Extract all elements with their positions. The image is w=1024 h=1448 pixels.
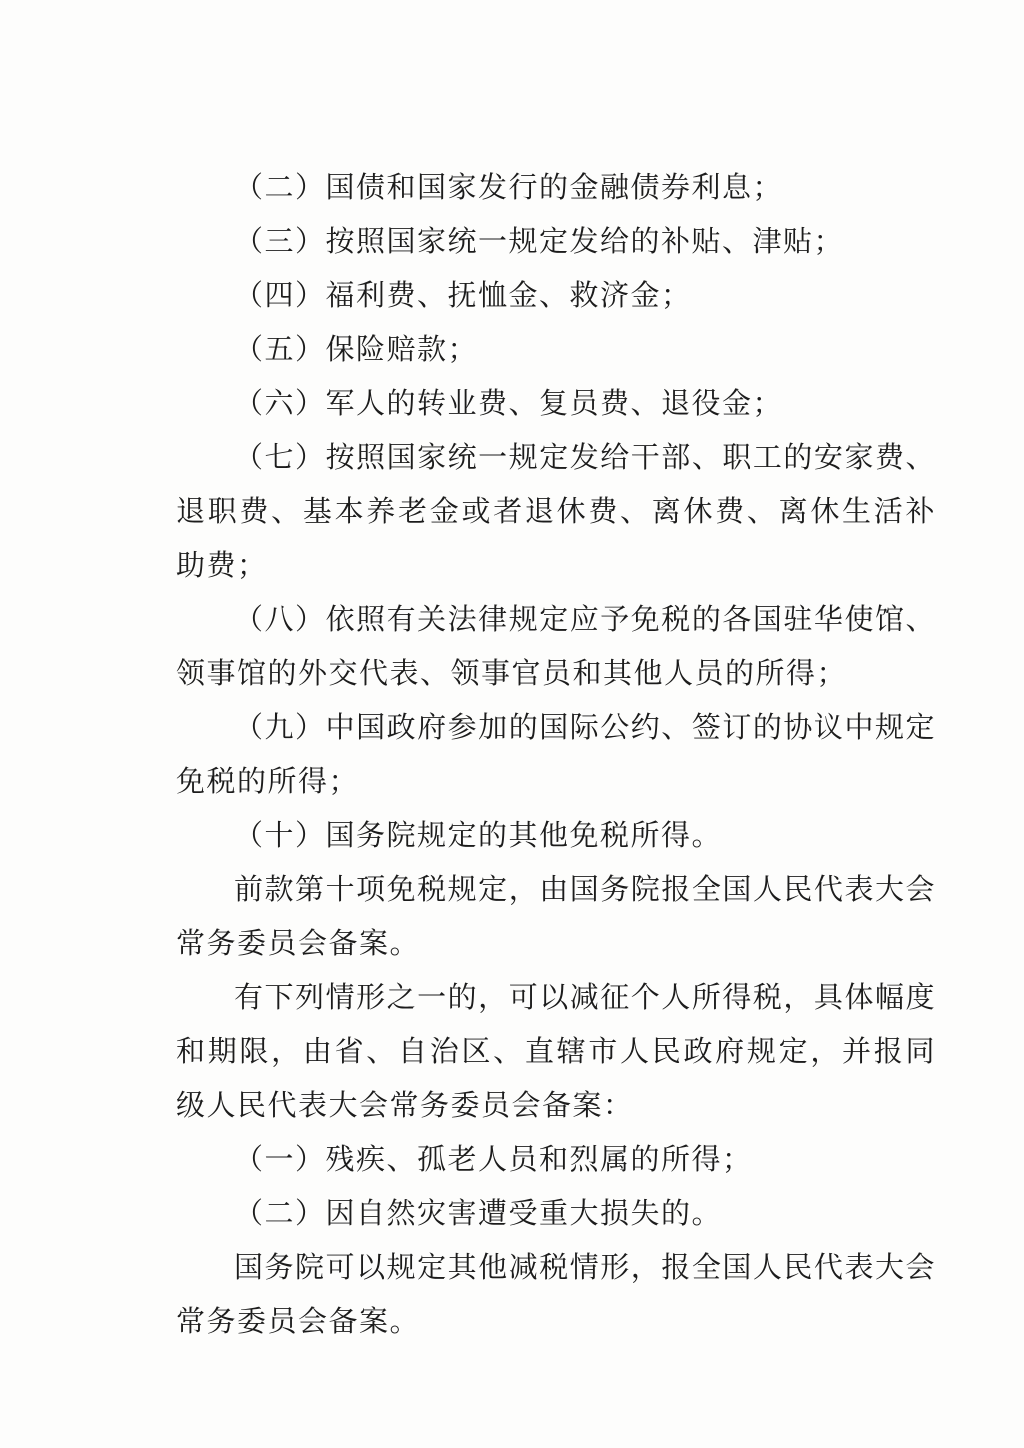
paragraph-tax-reduction-conditions: 有下列情形之一的，可以减征个人所得税，具体幅度和期限，由省、自治区、直辖市人民政府规定，并报同级人民代表大会常务委员会备案：	[176, 980, 936, 1122]
paragraph-item-2-treasury-bond-interest: （二）国债和国家发行的金融债券利息；	[234, 170, 784, 204]
paragraph-item-8-diplomatic-income: （八）依照有关法律规定应予免税的各国驻华使馆、领事馆的外交代表、领事官员和其他人员的所得；	[176, 602, 936, 690]
paragraph-filing-note: 前款第十项免税规定，由国务院报全国人民代表大会常务委员会备案。	[176, 872, 936, 960]
paragraph-state-council-reductions: 国务院可以规定其他减税情形，报全国人民代表大会常务委员会备案。	[176, 1250, 936, 1338]
paragraph-item-9-international-conventions: （九）中国政府参加的国际公约、签订的协议中规定免税的所得；	[176, 710, 936, 798]
paragraph-item-6-military-fees: （六）军人的转业费、复员费、退役金；	[234, 386, 784, 420]
paragraph-reduction-item-1-disabled-elderly: （一）残疾、孤老人员和烈属的所得；	[234, 1142, 753, 1176]
paragraph-item-4-welfare-pension-relief: （四）福利费、抚恤金、救济金；	[234, 278, 692, 312]
paragraph-item-10-other-exemptions: （十）国务院规定的其他免税所得。	[234, 818, 723, 852]
document-body	[176, 160, 936, 1348]
paragraph-item-7-settlement-retirement-fees: （七）按照国家统一规定发给干部、职工的安家费、退职费、基本养老金或者退休费、离休费、离休生活补助费；	[176, 440, 936, 582]
paragraph-item-5-insurance-compensation: （五）保险赔款；	[234, 332, 479, 366]
paragraph-reduction-item-2-natural-disaster: （二）因自然灾害遭受重大损失的。	[234, 1196, 723, 1230]
paragraph-item-3-subsidies-allowances: （三）按照国家统一规定发给的补贴、津贴；	[234, 224, 845, 258]
